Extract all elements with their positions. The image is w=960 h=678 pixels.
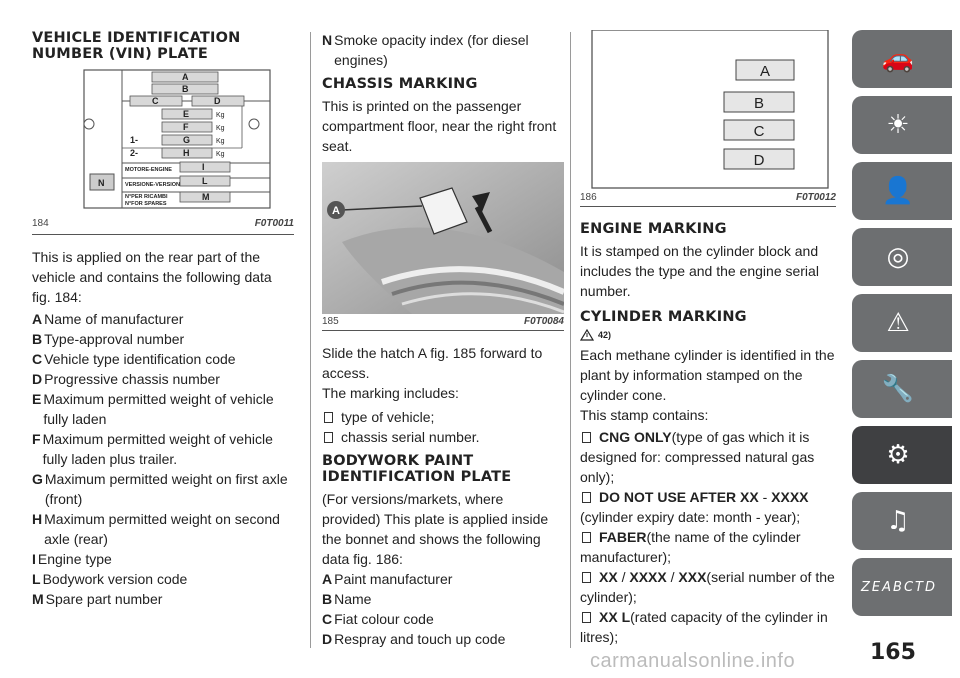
plate-label-n: N: [98, 178, 105, 188]
tab-safety[interactable]: [852, 162, 952, 220]
list-item: [32, 569, 294, 589]
item-key: F: [32, 431, 41, 447]
item-key: H: [32, 511, 43, 527]
item-value: Respray and touch up code: [334, 631, 506, 647]
item-key: I: [32, 551, 36, 567]
list-item: [32, 509, 294, 549]
plate-label-e: E: [183, 109, 190, 119]
plate-label-b: B: [182, 84, 189, 94]
index-letter: D: [924, 579, 935, 595]
starting-driving-icon: ◎: [886, 242, 910, 272]
safety-icon: 👤: [881, 176, 915, 206]
index-letter: Z: [861, 579, 870, 595]
section-heading-engine: ENGINE MARKING: [580, 221, 727, 237]
unit-kg-g: Kg: [216, 138, 225, 145]
list-item: [322, 589, 564, 609]
list-item: [580, 427, 836, 487]
tab-multimedia[interactable]: [852, 492, 952, 550]
paint-label-d: D: [753, 152, 765, 169]
watermark: carmanualsonline.info: [590, 650, 796, 672]
bullet-bold: XX: [599, 569, 618, 585]
unit-kg-h: Kg: [216, 151, 225, 158]
bullet-text: (type of gas which it is designed for: compressed natural gas only);: [580, 429, 815, 485]
hatch-paragraph: Slide the hatch A fig. 185 forward to access.: [322, 345, 543, 381]
bullet-text: type of vehicle;: [341, 409, 435, 425]
column-right: [580, 30, 836, 647]
engine-paragraph: It is stamped on the cylinder block and includes the type and the engine serial number.: [580, 243, 819, 299]
figure-number: 185: [322, 316, 339, 327]
bullet-bold: FABER: [599, 529, 647, 545]
item-key: M: [32, 591, 44, 607]
paint-label-b: B: [753, 95, 765, 112]
column-divider: [310, 32, 311, 648]
plate-spares-text-2: N°FOR SPARES: [125, 201, 167, 207]
bullet-text: (rated capacity of the cylinder in litres);: [580, 609, 828, 645]
section-heading-vin: VEHICLE IDENTIFICATION NUMBER (VIN) PLATE: [32, 30, 241, 62]
paint-plate-diagram: [580, 30, 836, 190]
plate-label-g: G: [183, 135, 191, 145]
list-item: [322, 629, 564, 649]
bullet-bold: CNG ONLY: [599, 429, 672, 445]
figure-caption: [32, 216, 294, 230]
list-item: [322, 569, 564, 589]
item-value: Maximum permitted weight of vehicle fully laden plus trailer.: [42, 431, 273, 467]
index-icon: [852, 558, 944, 616]
plate-row-1: 1-: [130, 135, 139, 145]
item-value: Progressive chassis number: [44, 371, 220, 387]
note-reference: [580, 329, 836, 341]
section-heading-cylinder: CYLINDER MARKING: [580, 309, 747, 325]
tab-starting-driving[interactable]: [852, 228, 952, 286]
list-item: [32, 389, 294, 429]
bullet-text: (the name of the cylinder manufacturer);: [580, 529, 801, 565]
index-letter: B: [893, 579, 902, 595]
item-key: G: [32, 471, 43, 487]
list-item: [32, 469, 294, 509]
plate-label-m: M: [202, 192, 210, 202]
item-key: C: [322, 611, 333, 627]
vin-items-list: [32, 309, 294, 609]
plate-label-h: H: [183, 148, 190, 158]
item-value: Vehicle type identification code: [44, 351, 236, 367]
item-key: D: [32, 371, 43, 387]
tab-car-info[interactable]: [852, 30, 952, 88]
paint-label-c: C: [753, 123, 765, 140]
stamp-contains: This stamp contains:: [580, 407, 709, 423]
figure-number: 184: [32, 218, 49, 229]
bullet-bold: XX L: [599, 609, 631, 625]
list-item: [580, 567, 836, 607]
plate-label-f: F: [183, 122, 189, 132]
item-key: B: [322, 591, 333, 607]
paint-items-list: [322, 569, 564, 649]
unit-kg-e: Kg: [216, 112, 225, 119]
item-value: Bodywork version code: [42, 571, 188, 587]
marking-includes: The marking includes:: [322, 385, 459, 401]
item-key: A: [32, 311, 43, 327]
column-middle: [322, 30, 564, 649]
item-key: B: [32, 331, 43, 347]
list-item: [580, 487, 836, 527]
warning-triangle-icon: [580, 329, 594, 341]
section-heading-paint: BODYWORK PAINT IDENTIFICATION PLATE: [322, 453, 512, 485]
tab-maintenance[interactable]: [852, 360, 952, 418]
item-value: Name: [334, 591, 372, 607]
note-number: 42): [598, 330, 612, 340]
item-value: Engine type: [37, 551, 112, 567]
bullet-bold: DO NOT USE AFTER XX: [599, 489, 759, 505]
emergency-icon: ⚠: [886, 308, 910, 338]
list-item: [322, 407, 564, 427]
unit-kg-f: Kg: [216, 125, 225, 132]
figure-184: [32, 66, 294, 235]
figure-186: [580, 30, 836, 207]
list-item: [32, 369, 294, 389]
technical-data-icon: ⚙: [886, 440, 910, 470]
intro-paragraph: This is applied on the rear part of the vehicle and contains the following data fig. 184:: [32, 249, 272, 305]
list-item: [322, 30, 564, 70]
figure-caption: [322, 314, 564, 328]
tab-emergency[interactable]: [852, 294, 952, 352]
plate-engine-text: MOTORE-ENGINE: [125, 167, 172, 173]
paint-paragraph: (For versions/markets, where provided) This plate is applied inside the bonnet and shows the following data fig. 186:: [322, 491, 549, 567]
maintenance-icon: 🔧: [881, 374, 915, 404]
chassis-photo: [322, 162, 564, 314]
item-value: Maximum permitted weight of vehicle fully laden: [43, 391, 274, 427]
item-value: Spare part number: [45, 591, 163, 607]
plate-label-a: A: [182, 72, 189, 82]
figure-185: [322, 162, 564, 331]
bullet-text: chassis serial number.: [341, 429, 480, 445]
item-key: E: [32, 391, 42, 407]
page-number: 165: [870, 640, 916, 665]
figure-code: F0T0012: [795, 192, 836, 203]
item-key: C: [32, 351, 43, 367]
item-value: Fiat colour code: [334, 611, 434, 627]
list-item: [32, 329, 294, 349]
list-item: [32, 349, 294, 369]
list-item: [32, 309, 294, 329]
item-value: Name of manufacturer: [44, 311, 184, 327]
figure-code: F0T0084: [523, 316, 564, 327]
bullet-bold: XXXX: [771, 489, 809, 505]
chassis-paragraph: This is printed on the passenger compartment floor, near the right front seat.: [322, 98, 557, 154]
tab-warning-lights[interactable]: [852, 96, 952, 154]
index-letter: C: [903, 579, 914, 595]
list-item: [580, 527, 836, 567]
plate-label-i: I: [202, 162, 205, 172]
warning-lights-icon: ☀: [886, 110, 910, 140]
column-divider: [570, 32, 571, 648]
plate-row-2: 2-: [130, 148, 139, 158]
plate-label-d: D: [214, 96, 221, 106]
car-info-icon: 🚗: [881, 44, 915, 74]
plate-version-text: VERSIONE-VERSION: [125, 182, 181, 188]
bullet-text: (serial number of the cylinder);: [580, 569, 835, 605]
item-value: Paint manufacturer: [334, 571, 453, 587]
bullet-text: (cylinder expiry date: month - year);: [580, 509, 801, 525]
item-value: Smoke opacity index (for diesel engines): [334, 32, 529, 68]
list-item: [322, 427, 564, 447]
list-item: [32, 549, 294, 569]
item-value: Type-approval number: [44, 331, 185, 347]
item-key: D: [322, 631, 333, 647]
item-value: Maximum permitted weight on first axle (front): [44, 471, 288, 507]
multimedia-icon: ♫: [886, 506, 910, 536]
callout-a: A: [332, 205, 340, 217]
bullet-bold: XXXX: [629, 569, 667, 585]
list-item: [580, 607, 836, 647]
bullet-sep: /: [617, 569, 630, 585]
section-heading-chassis: CHASSIS MARKING: [322, 76, 478, 92]
tab-index[interactable]: [852, 558, 952, 616]
index-letter: A: [882, 579, 892, 595]
cylinder-paragraph: Each methane cylinder is identified in the plant by information stamped on the cylinder cone.: [580, 347, 835, 403]
chapter-tabs: [852, 30, 960, 624]
figure-code: F0T0011: [254, 218, 294, 229]
item-key: L: [32, 571, 41, 587]
index-letter: T: [915, 579, 923, 595]
list-item: [322, 609, 564, 629]
index-letter: E: [871, 579, 881, 595]
paint-label-a: A: [759, 63, 771, 80]
item-value: Maximum permitted weight on second axle (rear): [44, 511, 280, 547]
figure-number: 186: [580, 192, 597, 203]
item-key: N: [322, 32, 333, 48]
bullet-sep: /: [666, 569, 679, 585]
list-item: [32, 429, 294, 469]
item-key: A: [322, 571, 333, 587]
vin-plate-diagram: [32, 66, 294, 216]
figure-caption: [580, 190, 836, 204]
plate-spares-text-1: N°PER RICAMBI: [125, 194, 168, 200]
bullet-sep: -: [758, 489, 772, 505]
bullet-bold: XXX: [678, 569, 707, 585]
column-left: [32, 30, 294, 609]
tab-technical-data[interactable]: [852, 426, 952, 484]
plate-label-l: L: [202, 176, 208, 186]
list-item: [32, 589, 294, 609]
plate-label-c: C: [152, 96, 159, 106]
